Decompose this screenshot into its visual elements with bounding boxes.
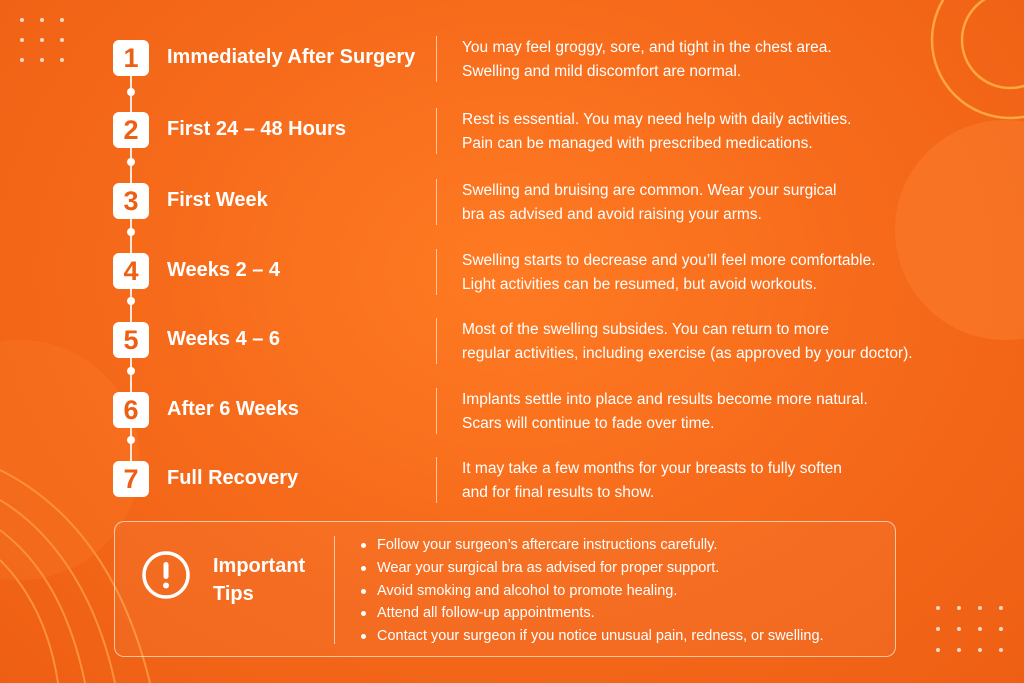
tips-heading-line: Important bbox=[213, 555, 306, 577]
tips-heading bbox=[213, 552, 305, 608]
step-description-line: Light activities can be resumed, but avoid workouts. bbox=[462, 276, 817, 293]
step-title: Full Recovery bbox=[167, 467, 299, 489]
timeline-step-7 bbox=[0, 457, 1024, 507]
bullet-icon bbox=[361, 543, 366, 548]
tip-item bbox=[359, 580, 824, 603]
step-divider bbox=[436, 249, 437, 295]
step-description bbox=[462, 179, 1002, 227]
exclamation-circle-icon bbox=[141, 550, 191, 600]
step-description-line: You may feel groggy, sore, and tight in the chest area. bbox=[462, 39, 832, 56]
timeline-dot bbox=[127, 158, 135, 166]
step-description bbox=[462, 388, 1002, 436]
step-description bbox=[462, 457, 1002, 505]
step-description-line: regular activities, including exercise (as approved by your doctor). bbox=[462, 345, 913, 362]
bullet-icon bbox=[361, 634, 366, 639]
step-number: 7 bbox=[113, 461, 149, 497]
step-description-line: Pain can be managed with prescribed medications. bbox=[462, 135, 813, 152]
step-title: Immediately After Surgery bbox=[167, 46, 416, 68]
tip-text: Wear your surgical bra as advised for proper support. bbox=[377, 559, 720, 576]
step-title: Weeks 2 – 4 bbox=[167, 259, 281, 281]
timeline-step-1 bbox=[0, 36, 1024, 86]
step-description bbox=[462, 249, 1002, 297]
step-description bbox=[462, 36, 1002, 84]
step-title: Weeks 4 – 6 bbox=[167, 328, 281, 350]
step-number: 4 bbox=[113, 253, 149, 289]
tip-text: Contact your surgeon if you notice unusual pain, redness, or swelling. bbox=[377, 628, 824, 645]
step-title: First 24 – 48 Hours bbox=[167, 118, 346, 140]
timeline-dot bbox=[127, 88, 135, 96]
step-description-line: and for final results to show. bbox=[462, 484, 655, 501]
bullet-icon bbox=[361, 566, 366, 571]
step-description-line: Rest is essential. You may need help with daily activities. bbox=[462, 111, 852, 128]
tip-text: Attend all follow-up appointments. bbox=[377, 605, 595, 622]
step-description-line: Most of the swelling subsides. You can return to more bbox=[462, 321, 830, 338]
step-divider bbox=[436, 318, 437, 364]
tip-text: Follow your surgeon’s aftercare instructions carefully. bbox=[377, 537, 718, 553]
tip-text: Avoid smoking and alcohol to promote healing. bbox=[377, 582, 678, 599]
timeline-step-4 bbox=[0, 249, 1024, 299]
step-description-line: It may take a few months for your breasts to fully soften bbox=[462, 460, 842, 477]
bullet-icon bbox=[361, 611, 366, 616]
step-divider bbox=[436, 179, 437, 225]
important-tips-box bbox=[114, 521, 896, 657]
step-divider bbox=[436, 108, 437, 154]
step-title: First Week bbox=[167, 189, 268, 211]
step-number: 3 bbox=[113, 183, 149, 219]
step-description bbox=[462, 108, 1002, 156]
tip-item bbox=[359, 557, 824, 580]
step-description-line: Swelling and bruising are common. Wear your surgical bbox=[462, 182, 837, 199]
timeline-dot bbox=[127, 228, 135, 236]
step-description-line: Swelling starts to decrease and you’ll feel more comfortable. bbox=[462, 252, 876, 269]
step-divider bbox=[436, 388, 437, 434]
step-description bbox=[462, 318, 1002, 366]
tips-divider bbox=[334, 536, 335, 644]
tips-list bbox=[359, 534, 824, 648]
timeline-dot bbox=[127, 367, 135, 375]
step-number: 2 bbox=[113, 112, 149, 148]
step-title: After 6 Weeks bbox=[167, 398, 299, 420]
step-description-line: Implants settle into place and results become more natural. bbox=[462, 391, 868, 408]
step-description-line: Swelling and mild discomfort are normal. bbox=[462, 63, 742, 80]
step-divider bbox=[436, 457, 437, 503]
tips-heading-line: Tips bbox=[213, 583, 254, 605]
timeline-step-6 bbox=[0, 388, 1024, 438]
step-number: 5 bbox=[113, 322, 149, 358]
timeline-step-5 bbox=[0, 318, 1024, 368]
bullet-icon bbox=[361, 589, 366, 594]
step-divider bbox=[436, 36, 437, 82]
step-description-line: bra as advised and avoid raising your arms. bbox=[462, 206, 762, 223]
timeline-step-3 bbox=[0, 179, 1024, 229]
step-number: 6 bbox=[113, 392, 149, 428]
step-number: 1 bbox=[113, 40, 149, 76]
tip-item bbox=[359, 625, 824, 648]
step-description-line: Scars will continue to fade over time. bbox=[462, 415, 715, 432]
tip-item bbox=[359, 602, 824, 625]
timeline-step-2 bbox=[0, 108, 1024, 158]
tip-item bbox=[359, 534, 824, 557]
